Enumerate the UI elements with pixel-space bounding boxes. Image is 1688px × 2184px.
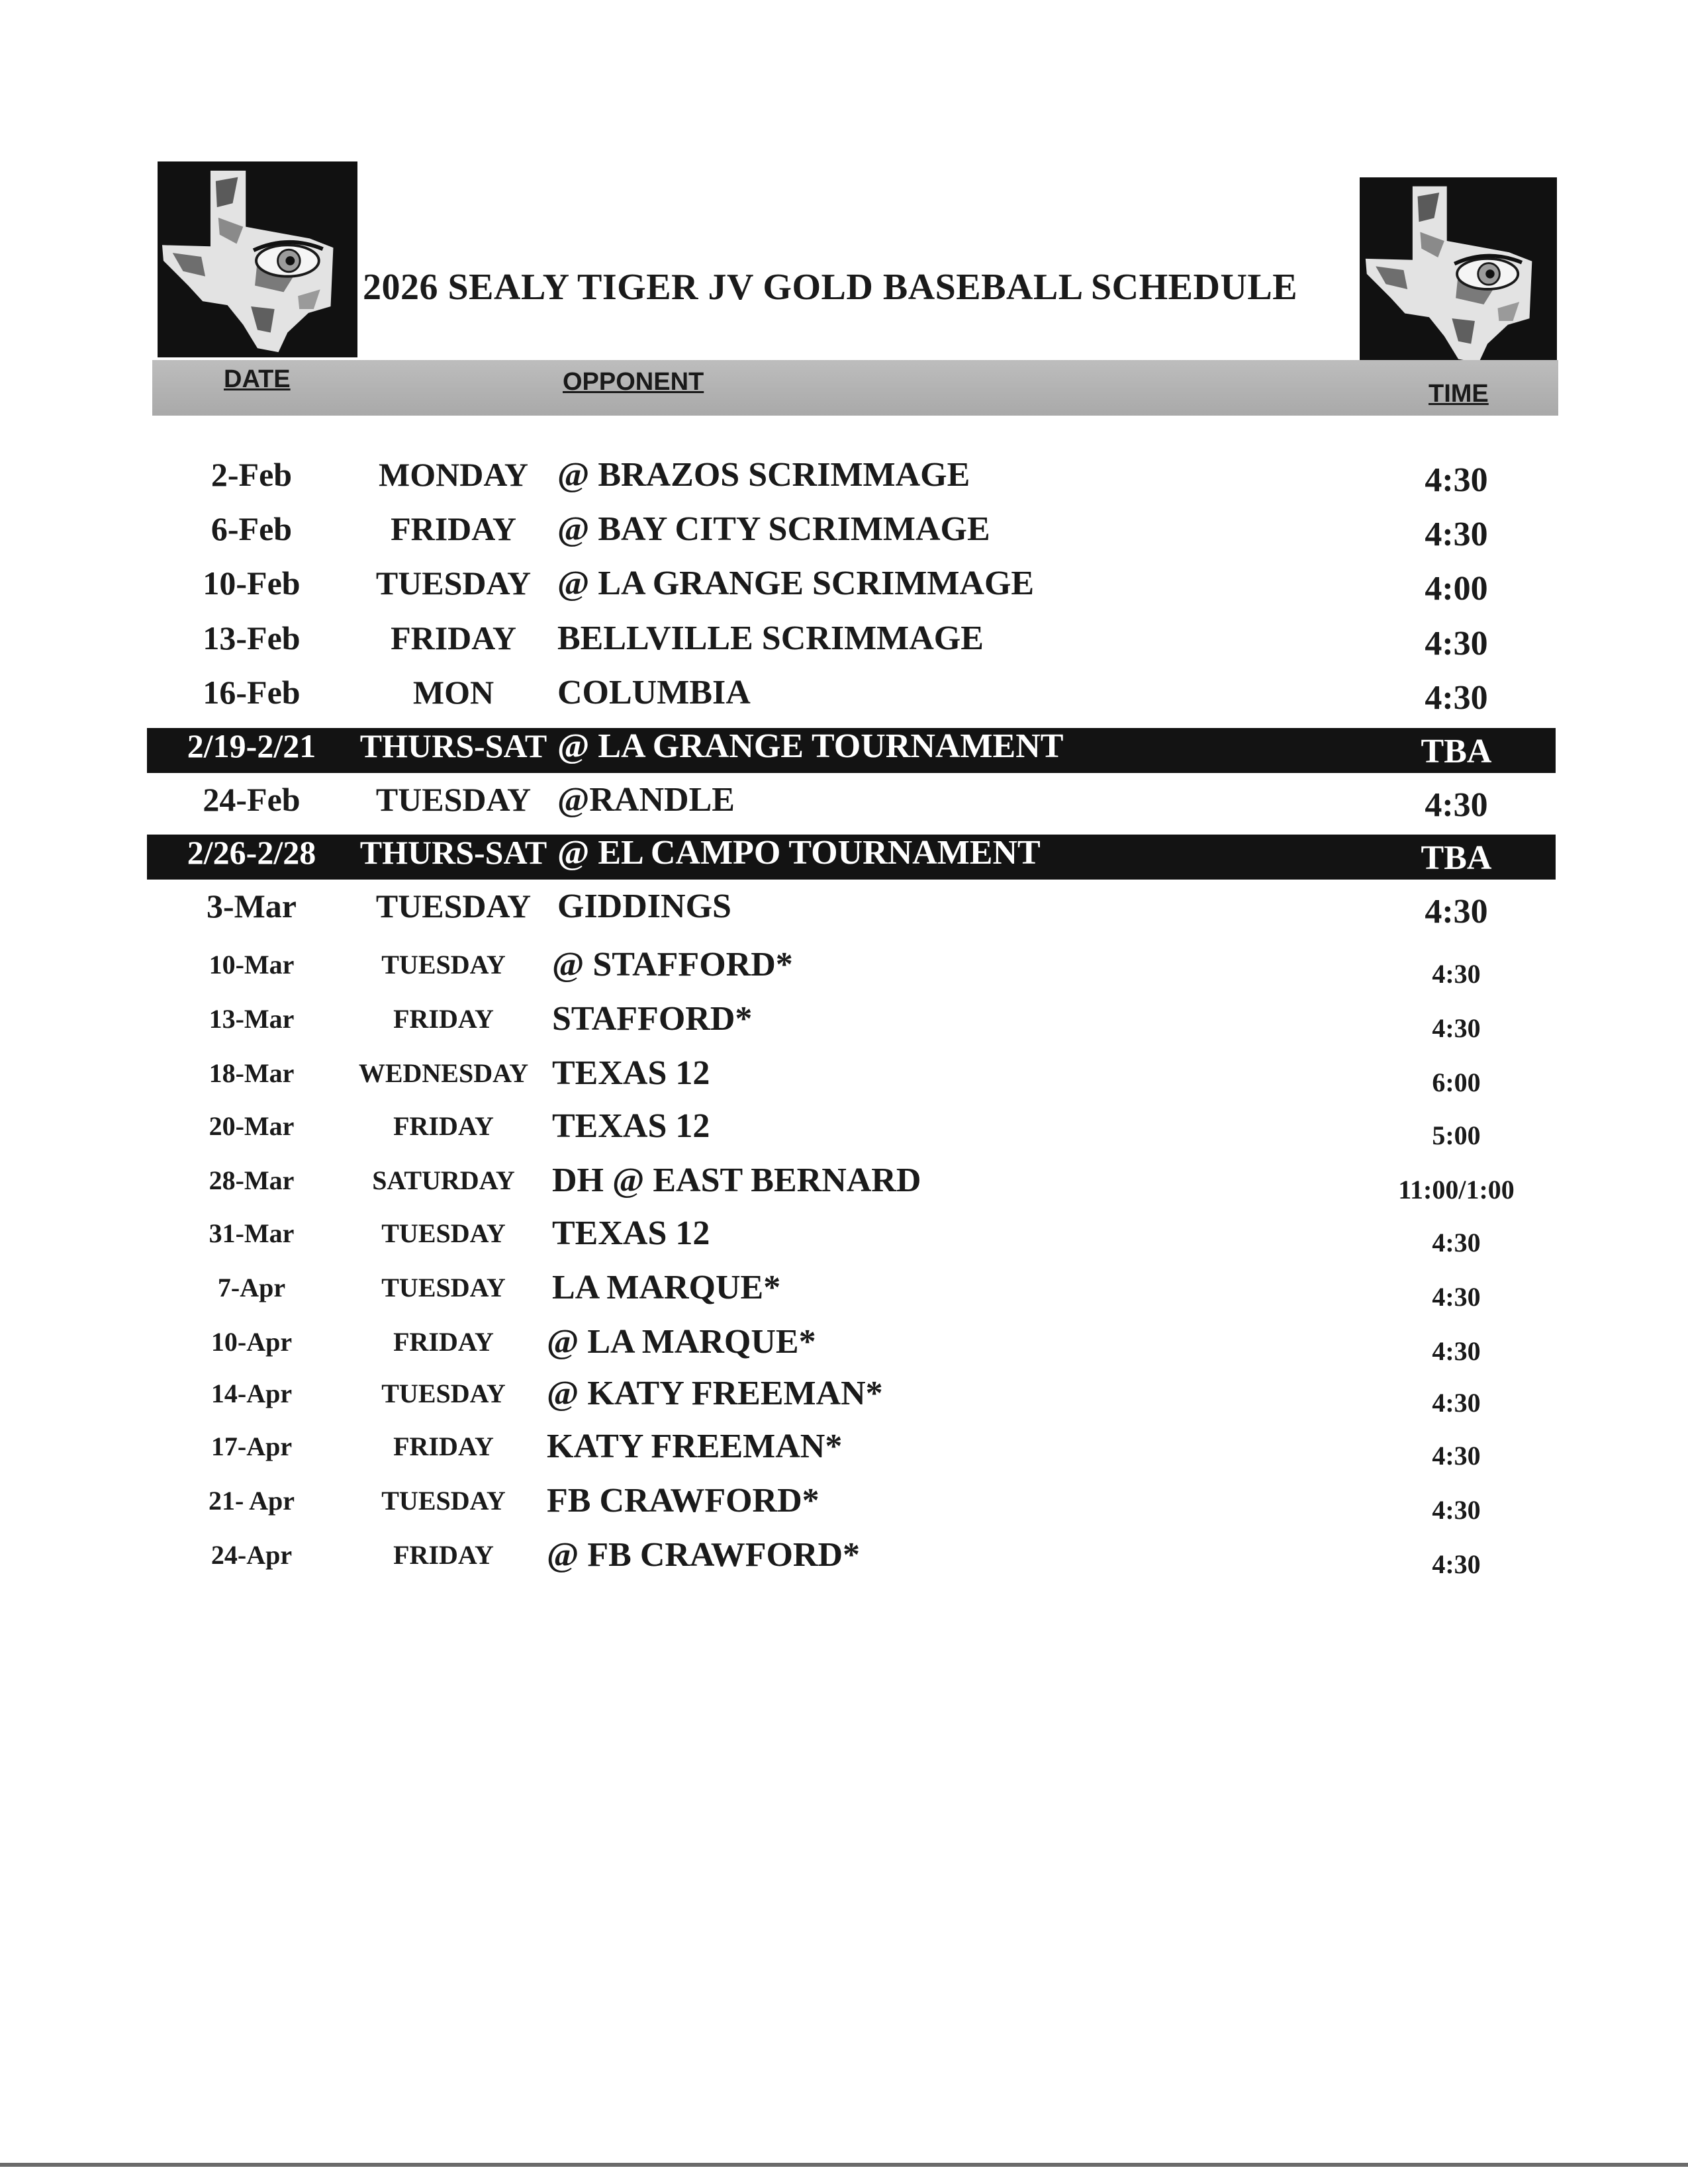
game-date: 2/26-2/28: [187, 834, 316, 871]
table-row: [0, 619, 1688, 669]
table-row: [0, 1107, 1688, 1157]
game-day: TUESDAY: [375, 565, 532, 602]
game-opponent: TEXAS 12: [552, 1107, 710, 1145]
game-date: 3-Mar: [206, 887, 297, 925]
page-title: 2026 SEALY TIGER JV GOLD BASEBALL SCHEDULE: [363, 267, 1298, 308]
table-row: [0, 945, 1688, 995]
table-row: [0, 564, 1688, 614]
game-opponent: KATY FREEMAN*: [547, 1428, 843, 1465]
game-day: FRIDAY: [393, 1004, 494, 1034]
game-time: 11:00/1:00: [1398, 1175, 1515, 1205]
table-row: [0, 1481, 1688, 1531]
game-date: 24-Apr: [211, 1540, 293, 1570]
game-date: 16-Feb: [203, 674, 301, 711]
game-day: TUESDAY: [381, 1486, 506, 1516]
game-day: FRIDAY: [391, 510, 516, 547]
table-row: [0, 455, 1688, 506]
game-time: 4:00: [1425, 570, 1488, 608]
game-time: 4:30: [1425, 461, 1488, 499]
game-time: 4:30: [1432, 1495, 1481, 1525]
game-time: 4:30: [1432, 1013, 1481, 1043]
game-time: 4:30: [1425, 786, 1488, 824]
game-opponent: @ KATY FREEMAN*: [547, 1375, 883, 1412]
game-time: TBA: [1421, 839, 1492, 877]
game-date: 20-Mar: [209, 1111, 295, 1141]
game-time: 4:30: [1432, 1441, 1481, 1471]
texas-tiger-eye-icon: [158, 161, 357, 357]
game-opponent: @ BAY CITY SCRIMMAGE: [557, 510, 990, 548]
game-time: 4:30: [1425, 679, 1488, 717]
game-opponent: STAFFORD*: [552, 1000, 753, 1038]
game-day: TUESDAY: [381, 1273, 506, 1302]
texas-tiger-eye-logo-left: [158, 161, 357, 357]
table-row: [0, 1268, 1688, 1318]
game-time: 4:30: [1432, 1388, 1481, 1418]
game-day: TUESDAY: [375, 781, 532, 818]
game-time: 4:30: [1432, 1228, 1481, 1257]
game-date: 2/19-2/21: [187, 727, 316, 764]
game-time: 6:00: [1432, 1068, 1481, 1097]
scan-edge-divider: [0, 2163, 1688, 2167]
game-time: 4:30: [1425, 893, 1488, 931]
game-time: TBA: [1421, 733, 1492, 770]
table-row: [0, 1427, 1688, 1477]
table-row: [0, 780, 1688, 831]
game-date: 24-Feb: [203, 781, 301, 818]
game-date: 7-Apr: [217, 1273, 286, 1302]
game-day: TUESDAY: [381, 950, 506, 979]
column-header-date: DATE: [224, 365, 291, 393]
table-row: [0, 1535, 1688, 1586]
game-date: 13-Feb: [203, 619, 301, 657]
game-opponent: @ BRAZOS SCRIMMAGE: [557, 456, 970, 494]
column-header-band: [152, 360, 1558, 416]
table-row: [0, 1374, 1688, 1424]
game-date: 10-Apr: [211, 1327, 293, 1357]
game-opponent: COLUMBIA: [557, 674, 751, 711]
game-day: FRIDAY: [393, 1432, 494, 1461]
game-day: FRIDAY: [393, 1540, 494, 1570]
game-day: THURS-SAT: [359, 834, 547, 871]
game-day: TUESDAY: [381, 1218, 506, 1248]
game-date: 14-Apr: [211, 1379, 293, 1408]
game-opponent: @ LA MARQUE*: [547, 1323, 816, 1361]
game-opponent: TEXAS 12: [552, 1054, 710, 1092]
game-day: SATURDAY: [372, 1165, 515, 1195]
game-day: FRIDAY: [393, 1111, 494, 1141]
game-opponent: BELLVILLE SCRIMMAGE: [557, 619, 984, 657]
game-opponent: GIDDINGS: [557, 887, 731, 925]
game-opponent: FB CRAWFORD*: [547, 1482, 820, 1520]
game-date: 28-Mar: [209, 1165, 295, 1195]
game-time: 4:30: [1425, 516, 1488, 553]
game-date: 17-Apr: [211, 1432, 293, 1461]
game-opponent: TEXAS 12: [552, 1214, 710, 1252]
table-row: [0, 999, 1688, 1050]
game-time: 5:00: [1432, 1120, 1481, 1150]
game-opponent: DH @ EAST BERNARD: [552, 1161, 921, 1199]
game-date: 21- Apr: [209, 1486, 295, 1516]
game-day: THURS-SAT: [359, 727, 547, 764]
game-opponent: @ EL CAMPO TOURNAMENT: [557, 834, 1041, 872]
game-time: 4:30: [1425, 625, 1488, 662]
game-time: 4:30: [1432, 1282, 1481, 1312]
game-date: 10-Feb: [203, 565, 301, 602]
game-time: 4:30: [1432, 959, 1481, 989]
game-date: 2-Feb: [211, 456, 293, 493]
table-row: [0, 673, 1688, 723]
table-row: [0, 510, 1688, 560]
texas-tiger-eye-logo-right: [1360, 177, 1557, 368]
table-row: [0, 1214, 1688, 1264]
game-time: 4:30: [1432, 1549, 1481, 1579]
game-day: FRIDAY: [393, 1327, 494, 1357]
texas-tiger-eye-icon: [1360, 177, 1557, 368]
game-day: TUESDAY: [375, 887, 532, 925]
game-day: MON: [412, 674, 494, 711]
game-opponent: @ LA GRANGE SCRIMMAGE: [557, 565, 1035, 602]
game-time: 4:30: [1432, 1336, 1481, 1366]
table-row: [0, 1054, 1688, 1104]
game-day: TUESDAY: [381, 1379, 506, 1408]
game-date: 13-Mar: [209, 1004, 295, 1034]
tournament-row: [0, 833, 1688, 884]
table-row: [0, 1161, 1688, 1211]
game-opponent: LA MARQUE*: [552, 1269, 781, 1306]
column-header-time: TIME: [1429, 380, 1489, 408]
game-date: 10-Mar: [209, 950, 295, 979]
game-date: 6-Feb: [211, 510, 293, 547]
game-date: 18-Mar: [209, 1058, 295, 1088]
game-day: MONDAY: [379, 456, 528, 493]
game-opponent: @RANDLE: [557, 781, 735, 819]
game-opponent: @ LA GRANGE TOURNAMENT: [557, 727, 1064, 765]
column-header-opponent: OPPONENT: [563, 368, 704, 396]
game-day: FRIDAY: [391, 619, 516, 657]
table-row: [0, 1322, 1688, 1373]
game-opponent: @ STAFFORD*: [552, 946, 793, 983]
game-day: WEDNESDAY: [358, 1058, 529, 1088]
game-date: 31-Mar: [209, 1218, 295, 1248]
tournament-row: [0, 727, 1688, 777]
table-row: [0, 887, 1688, 937]
game-opponent: @ FB CRAWFORD*: [547, 1536, 861, 1574]
